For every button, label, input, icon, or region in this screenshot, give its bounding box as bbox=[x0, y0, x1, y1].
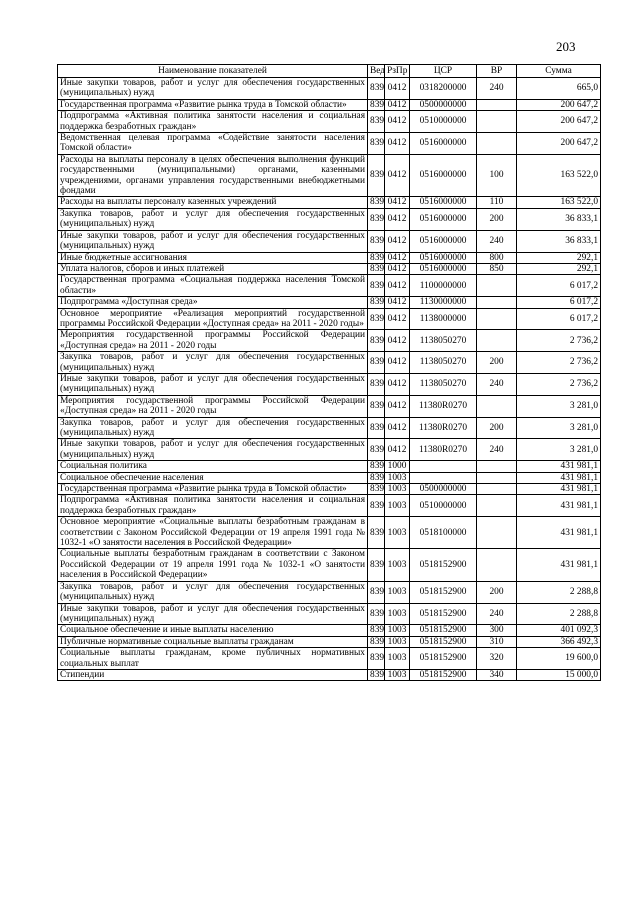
table-row bbox=[58, 603, 601, 625]
cell-vr: 850 bbox=[477, 263, 517, 274]
table-row bbox=[58, 648, 601, 670]
cell-csr: 0516000000 bbox=[410, 252, 477, 263]
cell-rzpr: 0412 bbox=[385, 330, 410, 352]
cell-rzpr: 1000 bbox=[385, 461, 410, 472]
cell-name: Государственная программа «Развитие рынка труда в Томской области» bbox=[58, 484, 368, 495]
cell-vr: 200 bbox=[477, 417, 517, 439]
cell-rzpr: 1003 bbox=[385, 625, 410, 636]
cell-csr: 11380R0270 bbox=[410, 417, 477, 439]
cell-rzpr: 0412 bbox=[385, 111, 410, 133]
cell-ved: 839 bbox=[368, 330, 385, 352]
cell-sum: 36 833,1 bbox=[517, 208, 601, 230]
cell-name: Мероприятия государственной программы Российской Федерации «Доступная среда» на 2011 - 2020 годы bbox=[58, 330, 368, 352]
cell-csr: 0500000000 bbox=[410, 99, 477, 110]
header-sum: Сумма bbox=[517, 65, 601, 78]
cell-name: Иные закупки товаров, работ и услуг для обеспечения государственных (муниципальных) нужд bbox=[58, 373, 368, 395]
cell-ved: 839 bbox=[368, 308, 385, 330]
cell-rzpr: 0412 bbox=[385, 252, 410, 263]
cell-csr: 1100000000 bbox=[410, 275, 477, 297]
header-ved: Вед bbox=[368, 65, 385, 78]
table-row bbox=[58, 275, 601, 297]
cell-ved: 839 bbox=[368, 461, 385, 472]
cell-csr: 0516000000 bbox=[410, 263, 477, 274]
cell-ved: 839 bbox=[368, 154, 385, 197]
cell-name: Закупка товаров, работ и услуг для обеспечения государственных (муниципальных) нужд bbox=[58, 417, 368, 439]
table-row bbox=[58, 395, 601, 417]
cell-sum: 200 647,2 bbox=[517, 133, 601, 155]
table-row bbox=[58, 99, 601, 110]
cell-name: Уплата налогов, сборов и иных платежей bbox=[58, 263, 368, 274]
cell-sum: 431 981,1 bbox=[517, 495, 601, 517]
table-row bbox=[58, 154, 601, 197]
cell-rzpr: 0412 bbox=[385, 275, 410, 297]
table-row bbox=[58, 330, 601, 352]
cell-csr: 0318200000 bbox=[410, 78, 477, 100]
table-row bbox=[58, 230, 601, 252]
cell-vr: 310 bbox=[477, 636, 517, 647]
cell-sum: 2 288,8 bbox=[517, 603, 601, 625]
cell-ved: 839 bbox=[368, 111, 385, 133]
cell-csr: 0516000000 bbox=[410, 208, 477, 230]
cell-rzpr: 0412 bbox=[385, 352, 410, 374]
cell-sum: 3 281,0 bbox=[517, 439, 601, 461]
cell-vr: 200 bbox=[477, 581, 517, 603]
cell-csr: 0518152900 bbox=[410, 625, 477, 636]
cell-name: Расходы на выплаты персоналу казенных учреждений bbox=[58, 197, 368, 208]
table-row bbox=[58, 297, 601, 308]
cell-sum: 6 017,2 bbox=[517, 275, 601, 297]
cell-ved: 839 bbox=[368, 439, 385, 461]
cell-name: Социальная политика bbox=[58, 461, 368, 472]
cell-csr: 11380R0270 bbox=[410, 395, 477, 417]
cell-csr: 0518152900 bbox=[410, 549, 477, 581]
cell-ved: 839 bbox=[368, 133, 385, 155]
cell-csr: 0518152900 bbox=[410, 603, 477, 625]
cell-sum: 36 833,1 bbox=[517, 230, 601, 252]
cell-rzpr: 0412 bbox=[385, 439, 410, 461]
cell-rzpr: 0412 bbox=[385, 197, 410, 208]
header-rzpr: РзПр bbox=[385, 65, 410, 78]
cell-csr bbox=[410, 472, 477, 483]
cell-ved: 839 bbox=[368, 352, 385, 374]
cell-csr: 0518152900 bbox=[410, 648, 477, 670]
cell-ved: 839 bbox=[368, 395, 385, 417]
header-vr: ВР bbox=[477, 65, 517, 78]
cell-rzpr: 1003 bbox=[385, 669, 410, 680]
cell-sum: 292,1 bbox=[517, 252, 601, 263]
cell-name: Иные закупки товаров, работ и услуг для обеспечения государственных (муниципальных) нужд bbox=[58, 439, 368, 461]
table-row bbox=[58, 461, 601, 472]
cell-vr: 800 bbox=[477, 252, 517, 263]
cell-rzpr: 1003 bbox=[385, 549, 410, 581]
cell-vr: 300 bbox=[477, 625, 517, 636]
table-row bbox=[58, 517, 601, 549]
cell-sum: 19 600,0 bbox=[517, 648, 601, 670]
cell-vr bbox=[477, 275, 517, 297]
cell-sum: 366 492,3 bbox=[517, 636, 601, 647]
cell-vr: 340 bbox=[477, 669, 517, 680]
cell-vr bbox=[477, 99, 517, 110]
table-row bbox=[58, 252, 601, 263]
table-row bbox=[58, 197, 601, 208]
cell-vr: 200 bbox=[477, 352, 517, 374]
cell-rzpr: 0412 bbox=[385, 395, 410, 417]
cell-vr: 200 bbox=[477, 208, 517, 230]
cell-csr: 0516000000 bbox=[410, 197, 477, 208]
table-row bbox=[58, 472, 601, 483]
cell-rzpr: 0412 bbox=[385, 208, 410, 230]
cell-rzpr: 0412 bbox=[385, 133, 410, 155]
cell-csr bbox=[410, 461, 477, 472]
table-row bbox=[58, 417, 601, 439]
cell-ved: 839 bbox=[368, 549, 385, 581]
cell-vr: 320 bbox=[477, 648, 517, 670]
cell-vr: 240 bbox=[477, 373, 517, 395]
cell-ved: 839 bbox=[368, 99, 385, 110]
cell-csr: 0516000000 bbox=[410, 230, 477, 252]
cell-vr: 240 bbox=[477, 603, 517, 625]
cell-vr: 240 bbox=[477, 439, 517, 461]
table-row bbox=[58, 439, 601, 461]
table-row bbox=[58, 133, 601, 155]
cell-sum: 2 736,2 bbox=[517, 330, 601, 352]
cell-vr bbox=[477, 330, 517, 352]
cell-rzpr: 0412 bbox=[385, 308, 410, 330]
cell-sum: 6 017,2 bbox=[517, 297, 601, 308]
cell-ved: 839 bbox=[368, 263, 385, 274]
cell-csr: 1138050270 bbox=[410, 330, 477, 352]
table-row bbox=[58, 484, 601, 495]
cell-ved: 839 bbox=[368, 197, 385, 208]
cell-sum: 431 981,1 bbox=[517, 517, 601, 549]
cell-sum: 163 522,0 bbox=[517, 154, 601, 197]
header-name: Наименование показателей bbox=[58, 65, 368, 78]
cell-ved: 839 bbox=[368, 230, 385, 252]
cell-sum: 2 736,2 bbox=[517, 373, 601, 395]
cell-rzpr: 0412 bbox=[385, 230, 410, 252]
cell-sum: 665,0 bbox=[517, 78, 601, 100]
cell-name: Государственная программа «Развитие рынка труда в Томской области» bbox=[58, 99, 368, 110]
cell-ved: 839 bbox=[368, 208, 385, 230]
cell-csr: 1138050270 bbox=[410, 373, 477, 395]
cell-ved: 839 bbox=[368, 495, 385, 517]
cell-name: Расходы на выплаты персоналу в целях обеспечения выполнения функций государственными (муниципальными) органами, казенными учреждениями, органами управления государственными внебюджетными фондами bbox=[58, 154, 368, 197]
cell-ved: 839 bbox=[368, 669, 385, 680]
table-row bbox=[58, 373, 601, 395]
cell-ved: 839 bbox=[368, 581, 385, 603]
cell-sum: 431 981,1 bbox=[517, 484, 601, 495]
table-row bbox=[58, 111, 601, 133]
cell-rzpr: 0412 bbox=[385, 78, 410, 100]
cell-csr: 1138000000 bbox=[410, 308, 477, 330]
cell-csr: 1130000000 bbox=[410, 297, 477, 308]
cell-csr: 0518152900 bbox=[410, 581, 477, 603]
cell-vr: 100 bbox=[477, 154, 517, 197]
cell-name: Подпрограмма «Доступная среда» bbox=[58, 297, 368, 308]
cell-sum: 401 092,3 bbox=[517, 625, 601, 636]
cell-rzpr: 0412 bbox=[385, 263, 410, 274]
cell-sum: 3 281,0 bbox=[517, 417, 601, 439]
cell-csr: 11380R0270 bbox=[410, 439, 477, 461]
table-row bbox=[58, 495, 601, 517]
table-row bbox=[58, 581, 601, 603]
cell-rzpr: 0412 bbox=[385, 297, 410, 308]
cell-sum: 6 017,2 bbox=[517, 308, 601, 330]
cell-name: Публичные нормативные социальные выплаты гражданам bbox=[58, 636, 368, 647]
cell-name: Закупка товаров, работ и услуг для обеспечения государственных (муниципальных) нужд bbox=[58, 352, 368, 374]
cell-name: Иные закупки товаров, работ и услуг для обеспечения государственных (муниципальных) нужд bbox=[58, 230, 368, 252]
cell-ved: 839 bbox=[368, 603, 385, 625]
cell-ved: 839 bbox=[368, 517, 385, 549]
cell-ved: 839 bbox=[368, 472, 385, 483]
cell-name: Государственная программа «Социальная поддержка населения Томской области» bbox=[58, 275, 368, 297]
cell-name: Подпрограмма «Активная политика занятости населения и социальная поддержка безработных граждан» bbox=[58, 111, 368, 133]
cell-name: Социальное обеспечение и иные выплаты населению bbox=[58, 625, 368, 636]
cell-name: Закупка товаров, работ и услуг для обеспечения государственных (муниципальных) нужд bbox=[58, 581, 368, 603]
cell-name: Закупка товаров, работ и услуг для обеспечения государственных (муниципальных) нужд bbox=[58, 208, 368, 230]
cell-vr bbox=[477, 395, 517, 417]
budget-table bbox=[57, 64, 601, 681]
cell-name: Основное мероприятие «Реализация мероприятий государственной программы Российской Федерации «Доступная среда» на 2011 - 2020 годы» bbox=[58, 308, 368, 330]
cell-vr bbox=[477, 297, 517, 308]
cell-vr bbox=[477, 133, 517, 155]
cell-name: Ведомственная целевая программа «Содействие занятости населения Томской области» bbox=[58, 133, 368, 155]
cell-name: Социальные выплаты гражданам, кроме публичных нормативных социальных выплат bbox=[58, 648, 368, 670]
cell-vr bbox=[477, 549, 517, 581]
cell-ved: 839 bbox=[368, 484, 385, 495]
cell-sum: 2 288,8 bbox=[517, 581, 601, 603]
cell-csr: 0500000000 bbox=[410, 484, 477, 495]
cell-csr: 0516000000 bbox=[410, 133, 477, 155]
table-row bbox=[58, 625, 601, 636]
cell-csr: 1138050270 bbox=[410, 352, 477, 374]
cell-csr: 0510000000 bbox=[410, 495, 477, 517]
table-body bbox=[58, 78, 601, 681]
cell-ved: 839 bbox=[368, 636, 385, 647]
cell-sum: 292,1 bbox=[517, 263, 601, 274]
cell-name: Стипендии bbox=[58, 669, 368, 680]
cell-vr bbox=[477, 472, 517, 483]
cell-rzpr: 1003 bbox=[385, 484, 410, 495]
cell-ved: 839 bbox=[368, 78, 385, 100]
cell-rzpr: 0412 bbox=[385, 154, 410, 197]
table-row bbox=[58, 636, 601, 647]
cell-csr: 0516000000 bbox=[410, 154, 477, 197]
cell-sum: 15 000,0 bbox=[517, 669, 601, 680]
cell-sum: 2 736,2 bbox=[517, 352, 601, 374]
cell-name: Социальные выплаты безработным гражданам в соответствии с Законом Российской Федерации от 19 апреля 1991 года № 1032-1 «О занятости населения в Российской Федерации» bbox=[58, 549, 368, 581]
cell-csr: 0518152900 bbox=[410, 636, 477, 647]
cell-name: Основное мероприятие «Социальные выплаты безработным гражданам в соответствии с Законом Российской Федерации от 19 апреля 1991 года № 1032-1 «О занятости населения в Российской Федерации» bbox=[58, 517, 368, 549]
cell-rzpr: 0412 bbox=[385, 373, 410, 395]
cell-rzpr: 1003 bbox=[385, 603, 410, 625]
cell-vr bbox=[477, 517, 517, 549]
cell-vr: 240 bbox=[477, 230, 517, 252]
cell-rzpr: 0412 bbox=[385, 99, 410, 110]
cell-ved: 839 bbox=[368, 275, 385, 297]
cell-sum: 200 647,2 bbox=[517, 99, 601, 110]
cell-vr bbox=[477, 495, 517, 517]
cell-sum: 200 647,2 bbox=[517, 111, 601, 133]
cell-name: Мероприятия государственной программы Российской Федерации «Доступная среда» на 2011 - 2020 годы bbox=[58, 395, 368, 417]
cell-ved: 839 bbox=[368, 252, 385, 263]
cell-rzpr: 1003 bbox=[385, 636, 410, 647]
cell-sum: 163 522,0 bbox=[517, 197, 601, 208]
cell-vr bbox=[477, 111, 517, 133]
cell-csr: 0518100000 bbox=[410, 517, 477, 549]
table-row bbox=[58, 352, 601, 374]
cell-rzpr: 1003 bbox=[385, 495, 410, 517]
cell-name: Иные бюджетные ассигнования bbox=[58, 252, 368, 263]
cell-vr bbox=[477, 484, 517, 495]
cell-rzpr: 1003 bbox=[385, 581, 410, 603]
cell-sum: 431 981,1 bbox=[517, 549, 601, 581]
table-row bbox=[58, 78, 601, 100]
header-csr: ЦСР bbox=[410, 65, 477, 78]
cell-ved: 839 bbox=[368, 373, 385, 395]
cell-vr bbox=[477, 308, 517, 330]
page-number: 203 bbox=[556, 39, 576, 54]
cell-csr: 0518152900 bbox=[410, 669, 477, 680]
cell-ved: 839 bbox=[368, 297, 385, 308]
cell-rzpr: 1003 bbox=[385, 648, 410, 670]
cell-sum: 431 981,1 bbox=[517, 461, 601, 472]
cell-ved: 839 bbox=[368, 648, 385, 670]
cell-ved: 839 bbox=[368, 417, 385, 439]
cell-name: Подпрограмма «Активная политика занятости населения и социальная поддержка безработных граждан» bbox=[58, 495, 368, 517]
cell-vr: 240 bbox=[477, 78, 517, 100]
cell-name: Социальное обеспечение населения bbox=[58, 472, 368, 483]
cell-name: Иные закупки товаров, работ и услуг для обеспечения государственных (муниципальных) нужд bbox=[58, 78, 368, 100]
table-row bbox=[58, 669, 601, 680]
cell-vr: 110 bbox=[477, 197, 517, 208]
table-row bbox=[58, 263, 601, 274]
cell-name: Иные закупки товаров, работ и услуг для обеспечения государственных (муниципальных) нужд bbox=[58, 603, 368, 625]
cell-vr bbox=[477, 461, 517, 472]
cell-rzpr: 0412 bbox=[385, 417, 410, 439]
cell-csr: 0510000000 bbox=[410, 111, 477, 133]
table-row bbox=[58, 549, 601, 581]
table-row bbox=[58, 208, 601, 230]
cell-ved: 839 bbox=[368, 625, 385, 636]
cell-sum: 3 281,0 bbox=[517, 395, 601, 417]
cell-rzpr: 1003 bbox=[385, 517, 410, 549]
cell-sum: 431 981,1 bbox=[517, 472, 601, 483]
cell-rzpr: 1003 bbox=[385, 472, 410, 483]
table-header-row bbox=[58, 65, 601, 78]
table-row bbox=[58, 308, 601, 330]
